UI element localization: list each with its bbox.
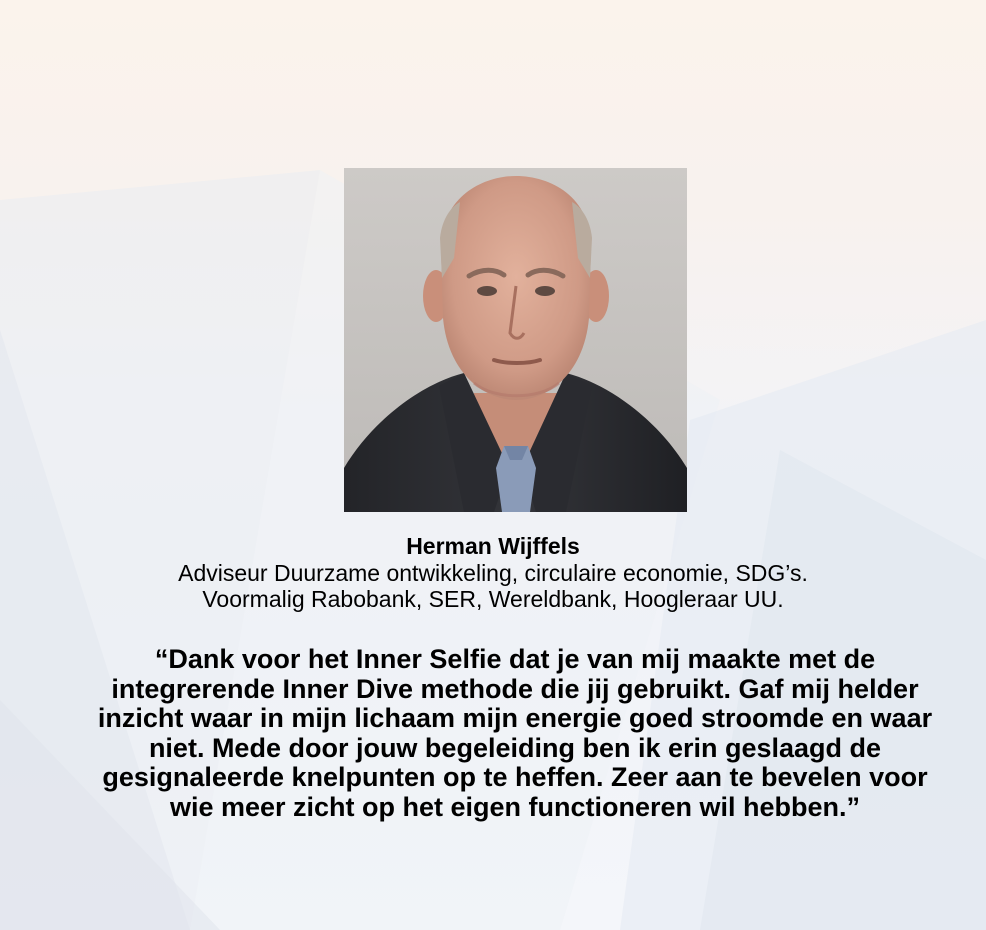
person-title-line-2: Voormalig Rabobank, SER, Wereldbank, Hoogleraar UU.	[202, 586, 784, 612]
person-caption	[0, 532, 986, 612]
testimonial-quote: “Dank voor het Inner Selfie dat je van mij maakte met de integrerende Inner Dive methode die jij gebruikt. Gaf mij helder inzicht waar in mijn lichaam mijn energie goed stroomde en waar niet. Mede door jouw begeleiding ben ik erin geslaagd de gesignaleerde knelpunten op te heffen. Zeer aan te bevelen voor wie meer zicht op het eigen functioneren wil hebben.”	[97, 644, 933, 822]
portrait-illustration	[344, 168, 687, 512]
portrait-photo	[344, 168, 687, 512]
person-title-line-1: Adviseur Duurzame ontwikkeling, circulaire economie, SDG’s.	[178, 560, 808, 586]
person-name: Herman Wijffels	[406, 533, 580, 559]
